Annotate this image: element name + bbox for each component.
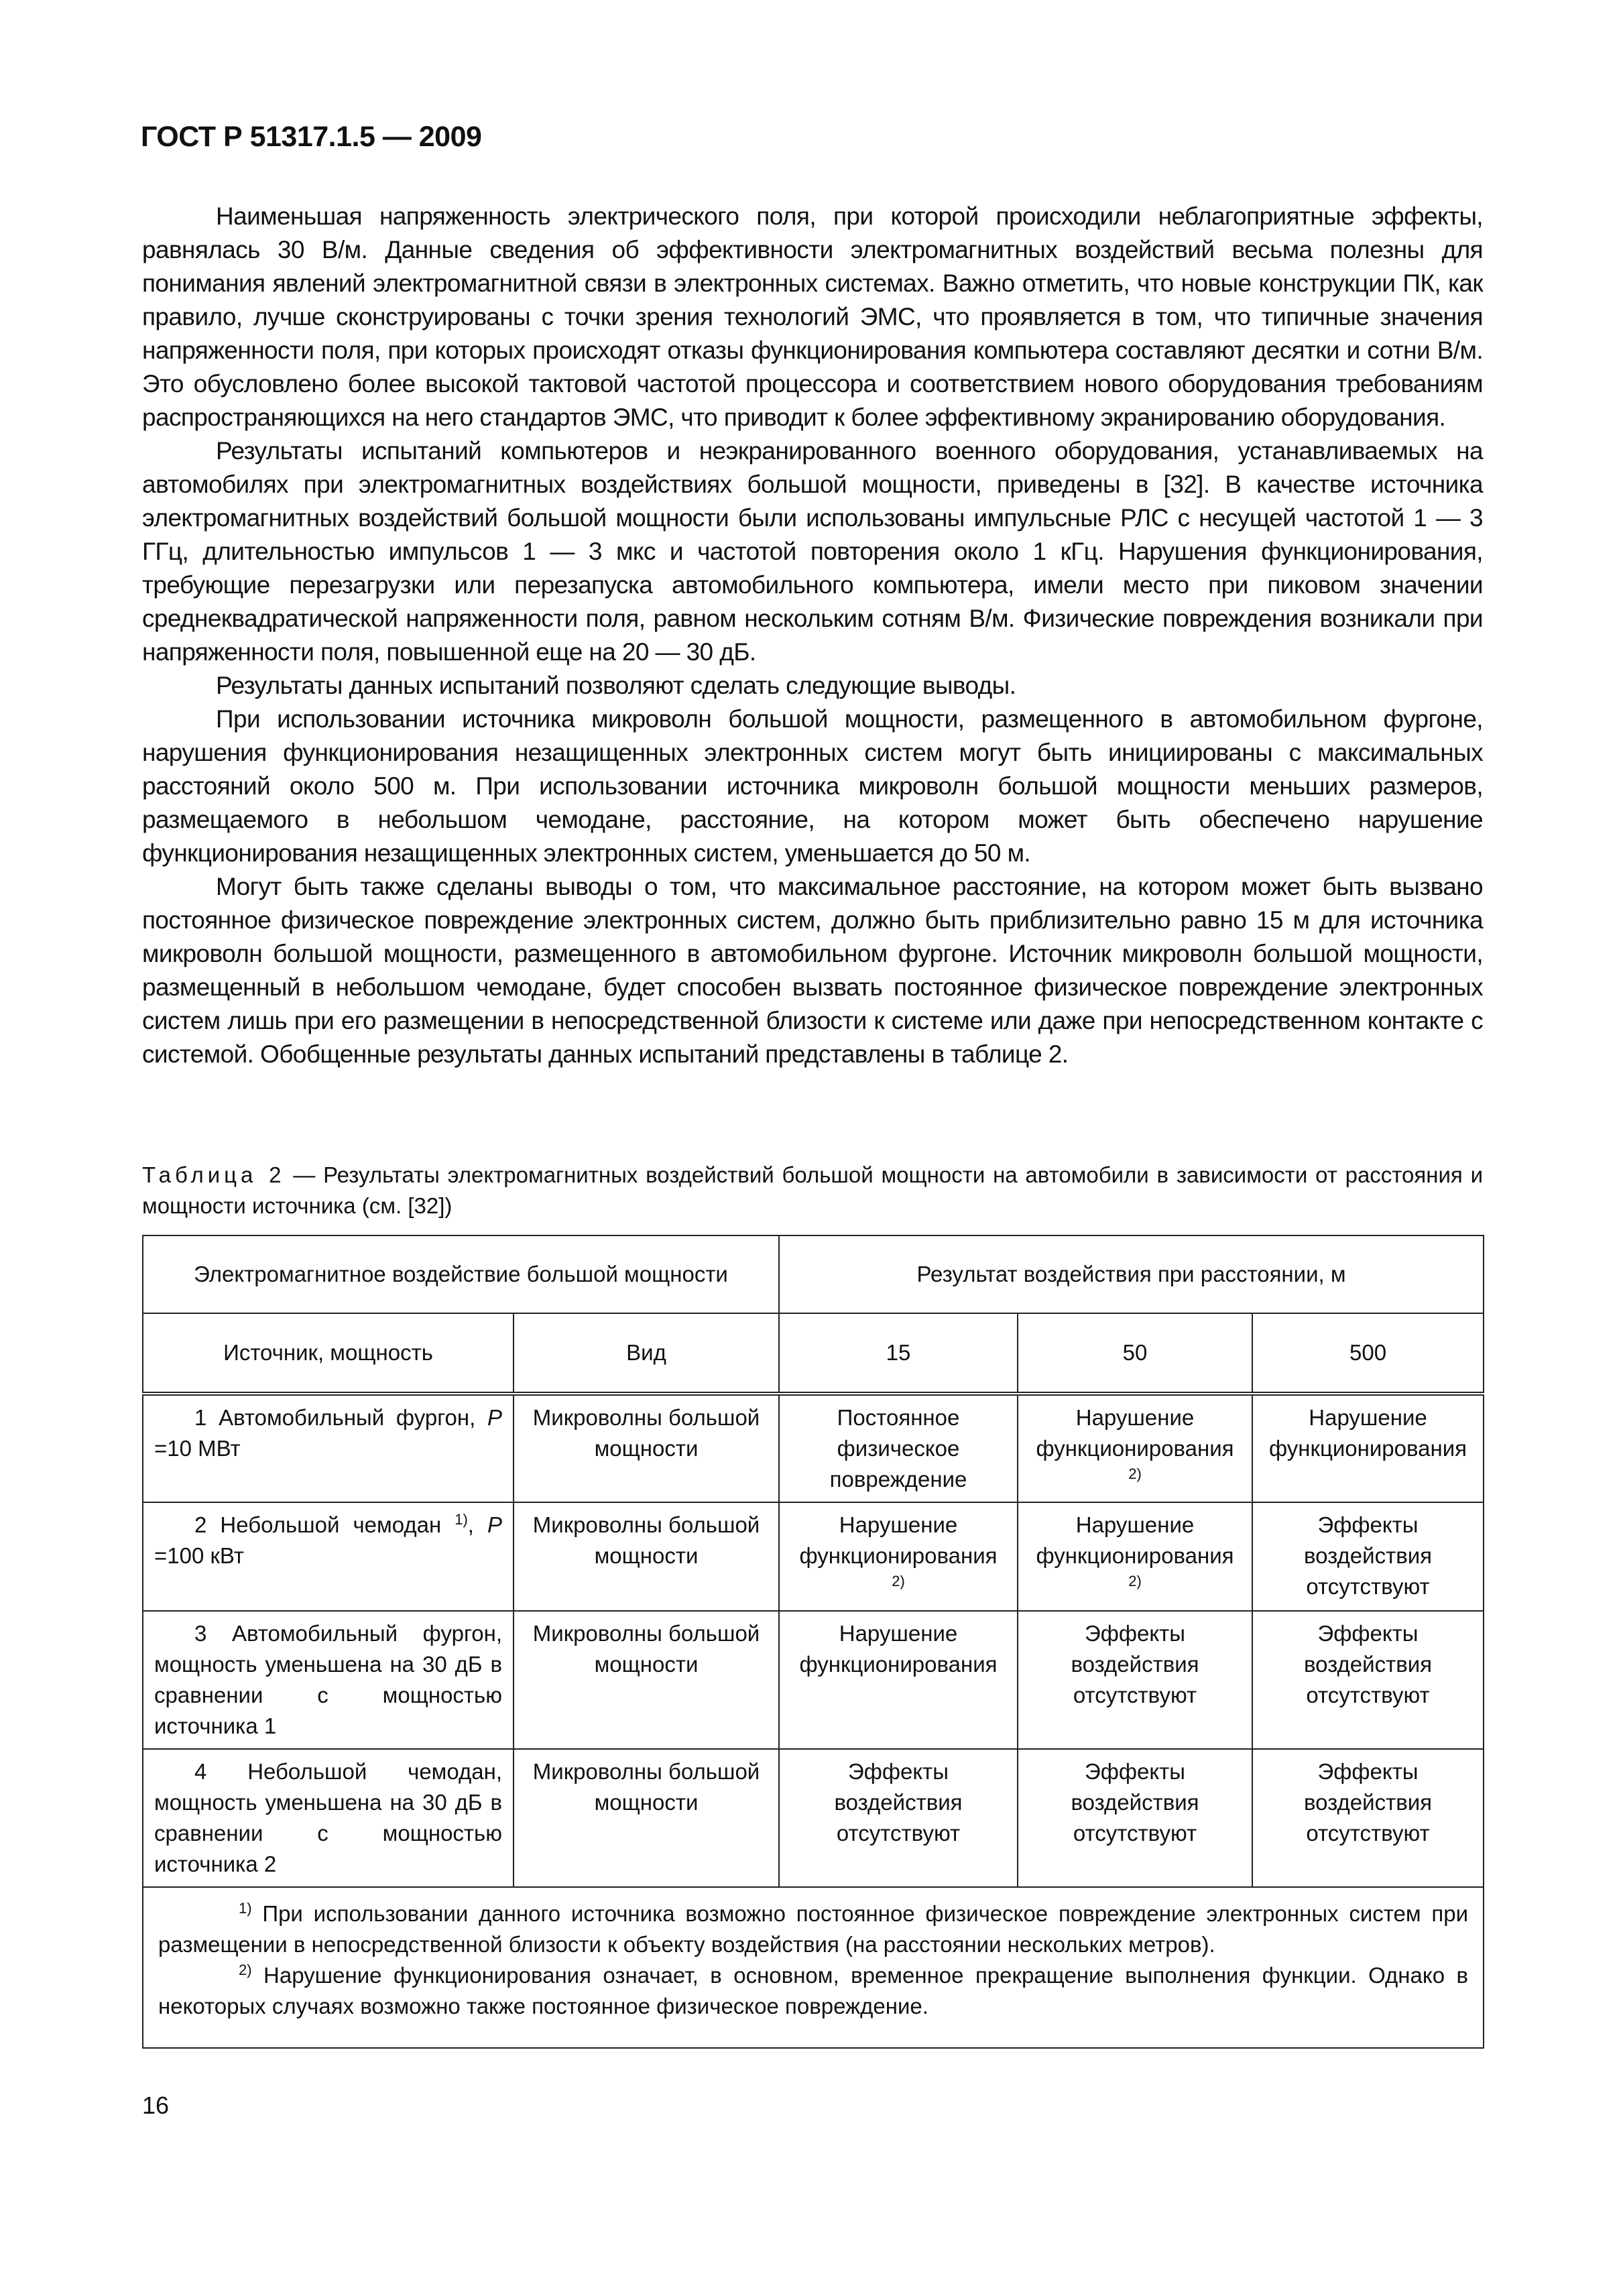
cell-type: Микроволны большой мощности [514, 1394, 779, 1502]
cell-15: Нарушение функционирования [779, 1611, 1018, 1749]
results-table [142, 1235, 1484, 2049]
cell-source: 3 Автомобильный фургон, мощность уменьшена на 30 дБ в сравнении с мощностью источника 1 [143, 1611, 514, 1749]
table-row [143, 1611, 1484, 1749]
column-head-500: 500 [1252, 1313, 1484, 1394]
paragraph-4: При использовании источника микроволн большой мощности, размещенного в автомобильном фургоне, нарушения функционирования незащищенных электронных систем могут быть инициированы с максимальных расстояний около 500 м. При использовании источника микроволн большой мощности меньших размеров, размещаемого в небольшом чемодане, расстояние, на котором может быть обеспечено нарушение функционирования незащищенных электронных систем, уменьшается до 50 м. [142, 705, 1483, 867]
cell-type: Микроволны большой мощности [514, 1611, 779, 1749]
cell-source: 1 Автомобильный фургон, P =10 МВт [143, 1394, 514, 1502]
cell-source: 4 Небольшой чемодан, мощность уменьшена на 30 дБ в сравнении с мощностью источника 2 [143, 1749, 514, 1887]
table-row [143, 1749, 1484, 1887]
standard-header: ГОСТ Р 51317.1.5 — 2009 [141, 121, 482, 153]
column-head-type: Вид [514, 1313, 779, 1394]
paragraph-3: Результаты данных испытаний позволяют сделать следующие выводы. [216, 672, 1016, 699]
cell-500: Эффекты воздействия отсутствуют [1252, 1502, 1484, 1611]
column-head-50: 50 [1018, 1313, 1252, 1394]
cell-50: Эффекты воздействия отсутствуют [1018, 1749, 1252, 1887]
table-caption-label: Таблица 2 [142, 1162, 286, 1187]
paragraph-1: Наименьшая напряженность электрического поля, при которой происходили неблагоприятные эффекты, равнялась 30 В/м. Данные сведения об эффективности электромагнитных воздействий весьма полезны для понимания явлений электромагнитной связи в электронных системах. Важно отметить, что новые конструкции ПК, как правило, лучше сконструированы с точки зрения технологий ЭМС, что проявляется в том, что типичные значения напряженности поля, при которых происходят отказы функционирования компьютера составляют десятки и сотни В/м. Это обусловлено более высокой тактовой частотой процессора и соответствием нового оборудования требованиям распространяющихся на него стандартов ЭМС, что приводит к более эффективному экранированию оборудования. [142, 202, 1483, 431]
table-column-header-row [143, 1313, 1484, 1394]
cell-type: Микроволны большой мощности [514, 1749, 779, 1887]
cell-15: Постоянное физическое повреждение [779, 1394, 1018, 1502]
cell-15: Эффекты воздействия отсутствуют [779, 1749, 1018, 1887]
paragraph-2: Результаты испытаний компьютеров и неэкранированного военного оборудования, устанавливаемых на автомобилях при электромагнитных воздействиях большой мощности, приведены в [32]. В качестве источника электромагнитных воздействий большой мощности были использованы импульсные РЛС с несущей частотой 1 — 3 ГГц, длительностью импульсов 1 — 3 мкс и частотой повторения около 1 кГц. Нарушения функционирования, требующие перезагрузки или перезапуска автомобильного компьютера, имели место при пиковом значении среднеквадратической напряженности поля, равном нескольким сотням В/м. Физические повреждения возникали при напряженности поля, повышенной еще на 20 — 30 дБ. [142, 437, 1483, 666]
cell-50: Нарушение функционирования $^{2)}$ [1018, 1502, 1252, 1611]
cell-500: Нарушение функционирования [1252, 1394, 1484, 1502]
table-notes-row [143, 1887, 1484, 2048]
page-number: 16 [142, 2092, 170, 2119]
group-head-impact: Электромагнитное воздействие большой мощности [143, 1235, 779, 1313]
table-row [143, 1502, 1484, 1611]
table-notes [143, 1887, 1484, 2048]
cell-500: Эффекты воздействия отсутствуют [1252, 1611, 1484, 1749]
cell-15: Нарушение функционирования $^{2)}$ [779, 1502, 1018, 1611]
body-text [142, 200, 1483, 1071]
table-group-header-row [143, 1235, 1484, 1313]
footnote-1: $^{1)}$ При использовании данного источника возможно постоянное физическое повреждение электронных систем при размещении в непосредственной близости к объекту воздействия (на расстоянии нескольких метров). [158, 1900, 1469, 1957]
cell-type: Микроволны большой мощности [514, 1502, 779, 1611]
column-head-15: 15 [779, 1313, 1018, 1394]
cell-500: Эффекты воздействия отсутствуют [1252, 1749, 1484, 1887]
table-caption-text: — Результаты электромагнитных воздействий большой мощности на автомобили в зависимости от расстояния и мощности источника (см. [32]) [142, 1162, 1483, 1218]
footnote-2: $^{2)}$ Нарушение функционирования означает, в основном, временное прекращение выполнения функции. Однако в некоторых случаях возможно также постоянное физическое повреждение. [158, 1961, 1469, 2018]
column-head-source: Источник, мощность [143, 1313, 514, 1394]
paragraph-5: Могут быть также сделаны выводы о том, что максимальное расстояние, на котором может быть вызвано постоянное физическое повреждение электронных систем, должно быть приблизительно равно 15 м для источника микроволн большой мощности, размещенного в автомобильном фургоне. Источник микроволн большой мощности, размещенный в небольшом чемодане, будет способен вызвать постоянное физическое повреждение электронных систем лишь при его размещении в непосредственной близости к системе или даже при непосредственном контакте с системой. Обобщенные результаты данных испытаний представлены в таблице 2. [142, 873, 1483, 1068]
group-head-result: Результат воздействия при расстоянии, м [779, 1235, 1484, 1313]
table-row [143, 1394, 1484, 1502]
cell-50: Нарушение функционирования $^{2)}$ [1018, 1394, 1252, 1502]
cell-source: 2 Небольшой чемодан $^{1)}$, P =100 кВт [143, 1502, 514, 1611]
table-caption [142, 1160, 1483, 1221]
cell-50: Эффекты воздействия отсутствуют [1018, 1611, 1252, 1749]
